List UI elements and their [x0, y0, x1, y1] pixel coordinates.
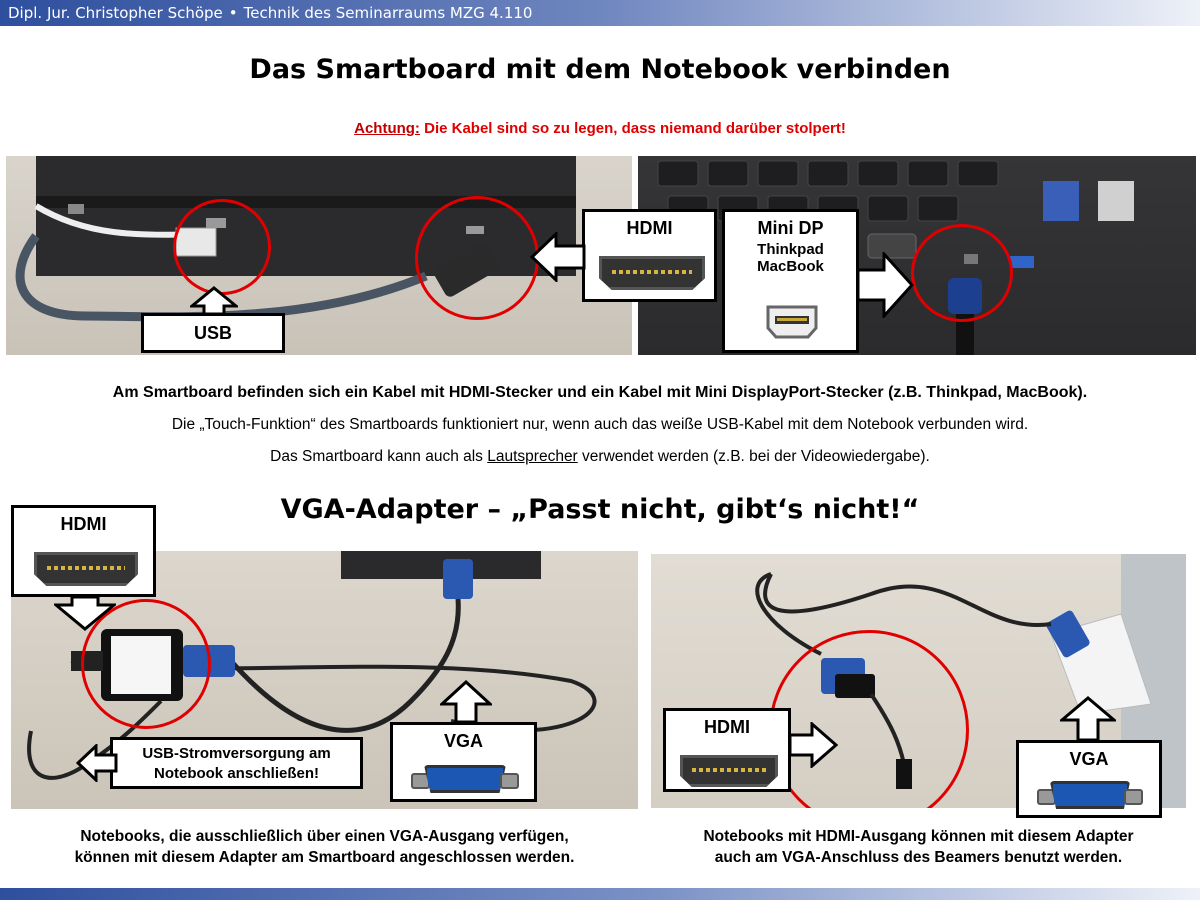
- hdmi-port-icon-br: [680, 755, 778, 787]
- caption-left-line1: Notebooks, die ausschließlich über einen VGA-Ausgang verfügen,: [80, 828, 569, 845]
- highlight-circle-hdmi: [415, 196, 539, 320]
- arrow-left-usb-power: [76, 744, 118, 782]
- callout-usb-power-line1: USB-Stromversorgung am: [142, 745, 331, 762]
- paragraph-cables: Am Smartboard befinden sich ein Kabel mit HDMI-Stecker und ein Kabel mit Mini DisplayPort-Stecker (z.B. Thinkpad, MacBook).: [112, 384, 1088, 401]
- footer-bar: [0, 888, 1200, 900]
- hdmi-port-icon-bl: [34, 552, 138, 586]
- page-title: Das Smartboard mit dem Notebook verbinden: [249, 54, 951, 85]
- arrow-down-hdmi: [54, 595, 116, 631]
- callout-hdmi-bottom-left-label: HDMI: [60, 514, 107, 534]
- arrow-right-minidp: [856, 252, 914, 318]
- callout-hdmi-bottom-right-label: HDMI: [704, 717, 750, 737]
- arrow-up-vga-left: [440, 680, 492, 724]
- warning-text: Die Kabel sind so zu legen, dass niemand darüber stolpert!: [419, 120, 846, 137]
- callout-vga-left-label: VGA: [443, 731, 483, 751]
- callout-usb-power: [110, 737, 363, 789]
- callout-minidp-device-2: MacBook: [757, 258, 824, 275]
- arrow-right-hdmi: [788, 722, 838, 768]
- callout-hdmi-top: [582, 209, 717, 302]
- warning-label: Achtung:: [354, 120, 420, 137]
- callout-vga-right-label: VGA: [1069, 749, 1109, 769]
- callout-minidp-label: Mini DP: [757, 218, 824, 238]
- callout-usb-label: USB: [193, 323, 232, 343]
- paragraph-speaker-after: verwendet werden (z.B. bei der Videowiedergabe).: [577, 448, 930, 465]
- section-title-vga: VGA-Adapter – „Passt nicht, gibt‘s nicht!“: [280, 494, 920, 525]
- caption-right-line2: auch am VGA-Anschluss des Beamers benutzt werden.: [714, 849, 1123, 866]
- paragraph-touch: Die „Touch-Funktion“ des Smartboards funktioniert nur, wenn auch das weiße USB-Kabel mit dem Notebook verbunden wird.: [171, 416, 1029, 433]
- caption-left-line2: können mit diesem Adapter am Smartboard angeschlossen werden.: [74, 849, 575, 866]
- highlight-circle-minidp: [911, 224, 1013, 322]
- caption-left: [11, 826, 638, 868]
- callout-minidp: [722, 209, 859, 353]
- sticker-windows: [1043, 181, 1079, 221]
- callout-usb: [141, 313, 285, 353]
- minidp-port-icon: [765, 304, 819, 340]
- callout-hdmi-top-label: HDMI: [626, 218, 673, 238]
- header-subject: Technik des Seminarraums MZG 4.110: [243, 4, 533, 22]
- caption-right: [651, 826, 1186, 868]
- speaker-link[interactable]: Lautsprecher: [487, 448, 578, 465]
- highlight-circle-usb: [173, 199, 271, 295]
- arrow-up-usb: [190, 286, 238, 316]
- paragraph-speaker: [0, 448, 1200, 466]
- caption-right-line1: Notebooks mit HDMI-Ausgang können mit diesem Adapter: [703, 828, 1134, 845]
- callout-vga-right: [1016, 740, 1162, 818]
- vga-port-icon-left: [411, 765, 519, 793]
- sticker-lenovo: [1098, 181, 1134, 221]
- ethernet-port: [68, 204, 84, 214]
- callout-hdmi-bottom-right: [663, 708, 791, 792]
- arrow-up-vga-right: [1060, 696, 1116, 742]
- vga-cable-right: [765, 574, 1051, 625]
- header-author: Dipl. Jur. Christopher Schöpe: [8, 4, 223, 22]
- header-text: [8, 4, 532, 22]
- paragraph-speaker-before: Das Smartboard kann auch als: [270, 448, 488, 465]
- arrow-left-hdmi: [530, 232, 586, 282]
- callout-vga-left: [390, 722, 537, 802]
- vga-plug-notebook: [443, 559, 473, 599]
- usb3-port-notebook: [1010, 256, 1034, 268]
- callout-minidp-device-1: Thinkpad: [757, 241, 824, 258]
- notebook-edge-bottom: [341, 551, 541, 579]
- vga-cable: [231, 599, 458, 730]
- callout-hdmi-bottom-left: [11, 505, 156, 597]
- warning-line: [0, 120, 1200, 137]
- hdmi-port-icon: [599, 256, 705, 290]
- header-separator: •: [228, 4, 238, 22]
- vga-port-icon-right: [1037, 781, 1143, 809]
- callout-usb-power-line2: Notebook anschließen!: [153, 765, 320, 782]
